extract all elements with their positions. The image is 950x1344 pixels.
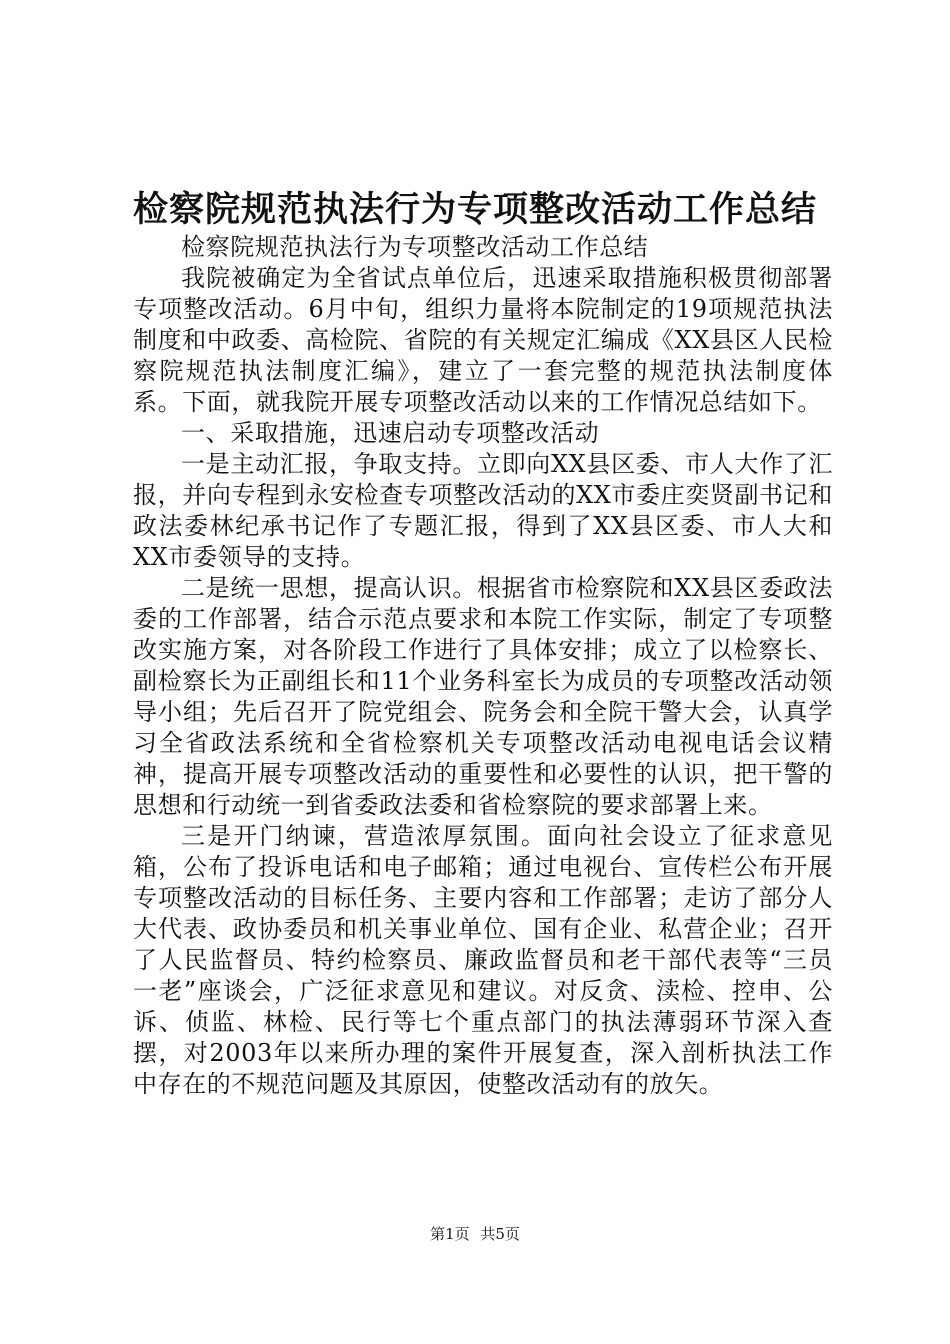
section-heading: 一、采取措施，迅速启动专项整改活动 <box>181 419 600 447</box>
subtitle-paragraph: 检察院规范执法行为专项整改活动工作总结 <box>181 233 649 261</box>
document-body <box>133 232 833 1100</box>
page-number: 第1页 <box>430 1225 470 1243</box>
page-footer <box>0 1224 950 1244</box>
intro-paragraph: 我院被确定为全省试点单位后，迅速采取措施积极贯彻部署专项整改活动。6月中旬，组织力量将本院制定的19项规范执法制度和中政委、高检院、省院的有关规定汇编成《XX县区人民检察院规范执法制度汇编》，建立了一套完整的规范执法制度体系。下面，就我院开展专项整改活动以来的工作情况总结如下。 <box>133 264 833 416</box>
body-paragraph: 二是统一思想，提高认识。根据省市检察院和XX县区委政法委的工作部署，结合示范点要求和本院工作实际，制定了专项整改实施方案，对各阶段工作进行了具体安排；成立了以检察长、副检察长为正副组长和11个业务科室长为成员的专项整改活动领导小组；先后召开了院党组会、院务会和全院干警大会，认真学习全省政法系统和全省检察机关专项整改活动电视电话会议精神，提高开展专项整改活动的重要性和必要性的认识，把干警的思想和行动统一到省委政法委和省检察院的要求部署上来。 <box>133 574 833 819</box>
body-paragraph: 一是主动汇报，争取支持。立即向XX县区委、市人大作了汇报，并向专程到永安检查专项整改活动的XX市委庄奕贤副书记和政法委林纪承书记作了专题汇报，得到了XX县区委、市人大和XX市委领导的支持。 <box>133 450 833 571</box>
page-total: 共5页 <box>480 1225 520 1243</box>
body-paragraph: 三是开门纳谏，营造浓厚氛围。面向社会设立了征求意见箱，公布了投诉电话和电子邮箱；通过电视台、宣传栏公布开展专项整改活动的目标任务、主要内容和工作部署；走访了部分人大代表、政协委员和机关事业单位、国有企业、私营企业；召开了人民监督员、特约检察员、廉政监督员和老干部代表等“三员一老”座谈会，广泛征求意见和建议。对反贪、渎检、控申、公诉、侦监、林检、民行等七个重点部门的执法薄弱环节深入查摆，对2003年以来所办理的案件开展复查，深入剖析执法工作中存在的不规范问题及其原因，使整改活动有的放矢。 <box>133 822 833 1098</box>
document-title: 检察院规范执法行为专项整改活动工作总结 <box>132 189 817 230</box>
